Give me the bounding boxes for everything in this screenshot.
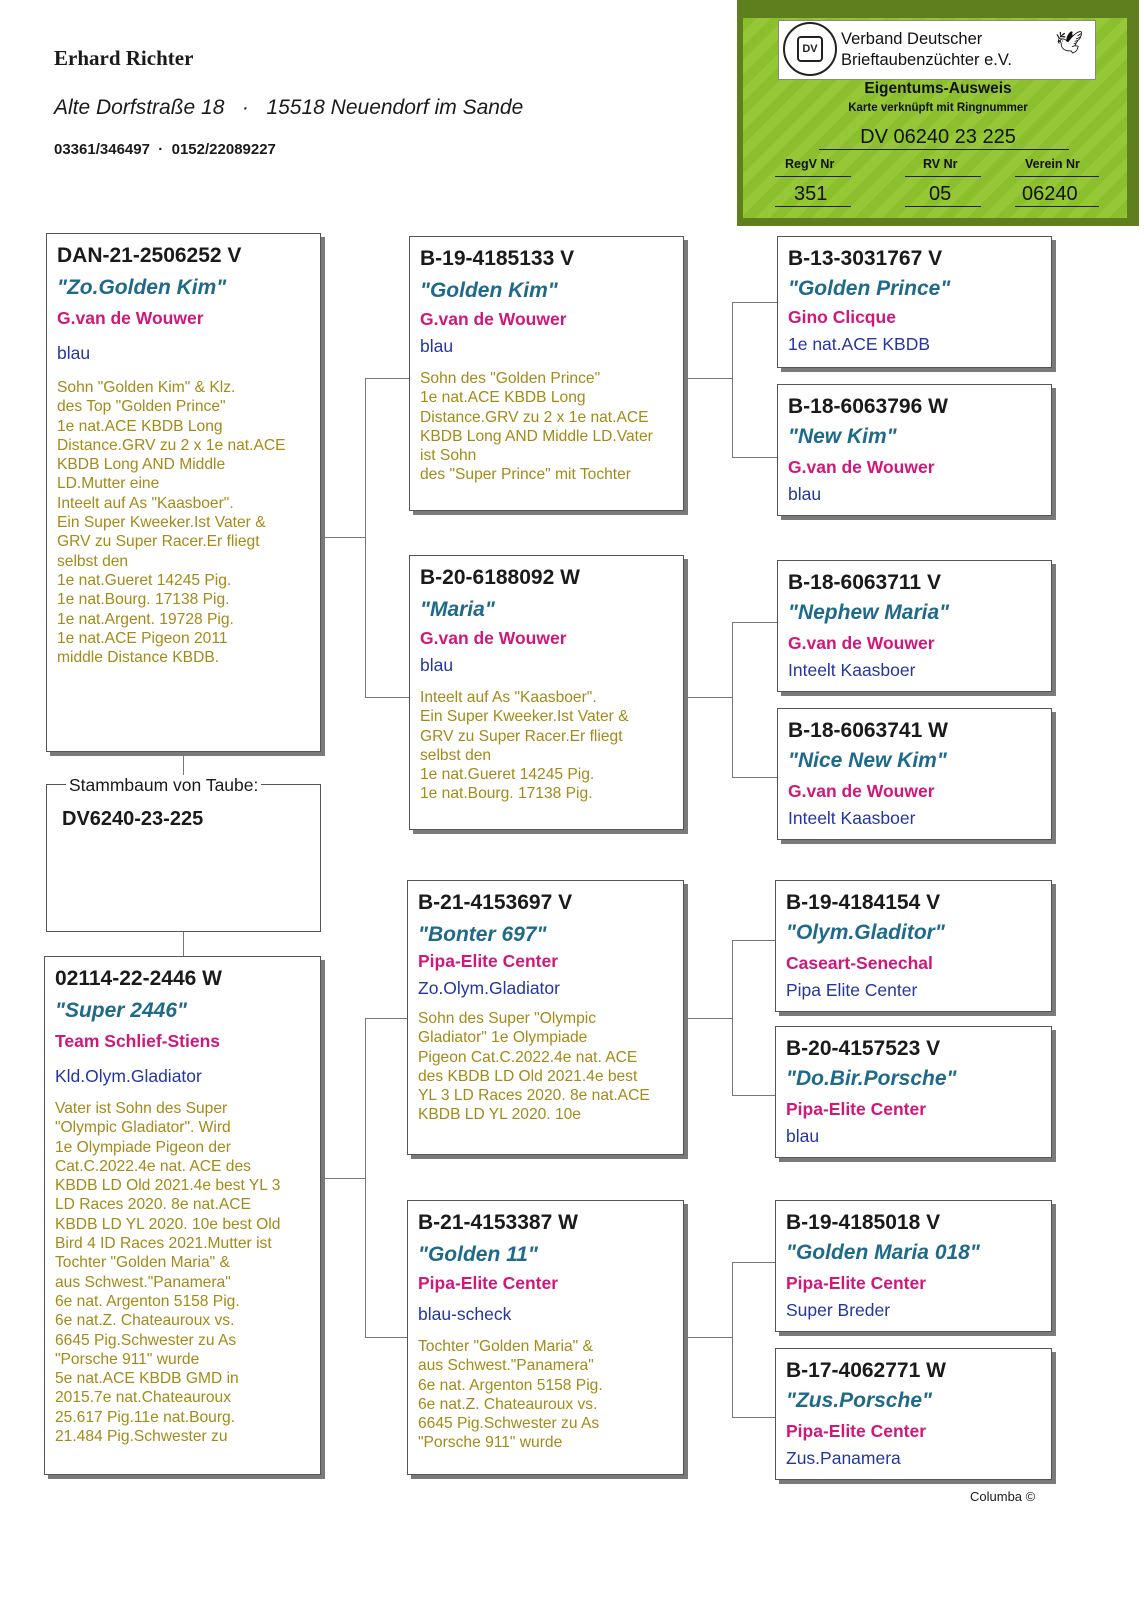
software-credit: Columba © [970, 1489, 1036, 1504]
pigeon-name: "Golden 11" [418, 1243, 538, 1266]
pigeon-name: "Zus.Porsche" [786, 1389, 932, 1412]
connector-line [732, 1417, 777, 1418]
pigeon-color: Kld.Olym.Gladiator [55, 1066, 202, 1086]
pigeon-ring: B-20-6188092 W [420, 566, 580, 589]
label-verein: Verein Nr [1025, 157, 1080, 171]
pigeon-breeder: Caseart-Senechal [786, 953, 933, 973]
certificate-title: Eigentums-Ausweis [864, 80, 1012, 97]
pigeon-color: blau [420, 336, 454, 356]
pigeon-breeder: Pipa-Elite Center [786, 1421, 927, 1441]
pigeon-breeder: Team Schlief-Stiens [55, 1031, 221, 1051]
pigeon-breeder: Pipa-Elite Center [786, 1099, 927, 1119]
divider [905, 176, 981, 177]
dam-card [44, 956, 321, 1475]
grandparent-card [407, 1200, 684, 1475]
owner-name: Erhard Richter [54, 46, 194, 70]
pigeon-color: blau-scheck [418, 1304, 512, 1324]
subject-label: Stammbaum von Taube: [66, 775, 261, 796]
pigeon-ring: DAN-21-2506252 V [57, 244, 242, 267]
great-grandparent-card [777, 236, 1052, 368]
pigeon-breeder: Pipa-Elite Center [418, 1273, 559, 1293]
certificate-subtitle: Karte verknüpft mit Ringnummer [848, 102, 1028, 114]
connector-line [365, 378, 366, 698]
pigeon-color: blau [420, 655, 454, 675]
pigeon-breeder: G.van de Wouwer [788, 633, 935, 653]
connector-line [683, 1018, 733, 1019]
pigeon-description: Tochter "Golden Maria" & aus Schwest."Panamera" 6e nat. Argenton 5158 Pig. 6e nat.Z. Chateauroux vs. 6645 Pig.Schwester zu As "Porsche 911" wurde [418, 1338, 603, 1452]
pigeon-name: "Zo.Golden Kim" [57, 276, 227, 299]
connector-line [732, 302, 733, 458]
value-verein: 06240 [1022, 183, 1078, 205]
pigeon-color: blau [57, 343, 91, 363]
connector-line [365, 1018, 409, 1019]
ownership-certificate [737, 0, 1139, 226]
great-grandparent-card [777, 384, 1052, 516]
sire-card [46, 233, 321, 752]
connector-line [732, 302, 777, 303]
divider [1015, 206, 1099, 207]
owner-phone-1: 03361/346497 [54, 141, 150, 158]
grandparent-card [409, 236, 684, 511]
connector-line [732, 622, 733, 778]
divider [819, 149, 1069, 150]
address-separator: · [241, 96, 249, 119]
logo-monogram: DV [797, 36, 823, 62]
pigeon-color: Zus.Panamera [786, 1448, 901, 1468]
connector-line [732, 1095, 777, 1096]
great-grandparent-card [775, 880, 1052, 1012]
connector-line [365, 1337, 409, 1338]
owner-city: 15518 Neuendorf im Sande [266, 96, 524, 119]
pigeon-name: "Golden Maria 018" [786, 1241, 980, 1264]
value-rv: 05 [929, 183, 952, 205]
certificate-ring-number: DV 06240 23 225 [860, 126, 1016, 148]
pigeon-ring: B-18-6063711 V [788, 571, 941, 594]
divider [1015, 176, 1099, 177]
pigeon-ring: 02114-22-2446 W [55, 967, 222, 990]
pigeon-name: "Bonter 697" [418, 923, 547, 946]
pigeon-ring: B-21-4153697 V [418, 891, 573, 914]
connector-line [732, 622, 777, 623]
pigeon-ring: B-19-4185133 V [420, 247, 575, 270]
pigeon-ring: B-18-6063741 W [788, 719, 948, 742]
pigeon-color: Zo.Olym.Gladiator [418, 978, 560, 998]
pigeon-color: blau [788, 484, 822, 504]
pigeon-description: Vater ist Sohn des Super "Olympic Gladiator". Wird 1e Olympiade Pigeon der Cat.C.2022.4e nat. ACE des KBDB LD Old 2021.4e best YL 3 LD Races 2020. 8e nat.ACE KBDB LD YL 2020. 10e best Old Bird 4 ID Races 2021.Mutter ist Tochter "Golden Maria" & aus Schwest."Panamera" 6e nat. Argenton 5158 Pig. 6e nat.Z. Chateauroux vs. 6645 Pig.Schwester zu As "Porsche 911" wurde 5e nat.ACE KBDB GMD in 2015.7e nat.Chateauroux 25.617 Pig.11e nat.Bourg. 21.484 Pig.Schwester zu [55, 1100, 281, 1446]
owner-address [54, 96, 523, 120]
label-rv: RV Nr [923, 157, 958, 171]
pigeon-ring: B-18-6063796 W [788, 395, 948, 418]
connector-line [320, 537, 366, 538]
pigeon-breeder: Pipa-Elite Center [418, 951, 559, 971]
pigeon-name: "Super 2446" [55, 999, 187, 1022]
grandparent-card [407, 880, 684, 1155]
owner-phone [54, 141, 276, 158]
connector-line [732, 940, 733, 1096]
pigeon-ring: B-17-4062771 W [786, 1359, 946, 1382]
pigeon-ring: B-19-4185018 V [786, 1211, 941, 1234]
phone-separator: · [158, 141, 164, 158]
pigeon-breeder: G.van de Wouwer [57, 308, 204, 328]
great-grandparent-card [777, 708, 1052, 840]
pigeon-description: Sohn "Golden Kim" & Klz. des Top "Golden Prince" 1e nat.ACE KBDB Long Distance.GRV zu 2 x 1e nat.ACE KBDB Long AND Middle LD.Mutter eine Inteelt auf As "Kaasboer". Ein Super Kweeker.Ist Vater & GRV zu Super Racer.Er fliegt selbst den 1e nat.Gueret 14245 Pig. 1e nat.Bourg. 17138 Pig. 1e nat.Argent. 19728 Pig. 1e nat.ACE Pigeon 2011 middle Distance KBDB. [57, 379, 286, 667]
connector-line [732, 457, 777, 458]
connector-line [732, 777, 777, 778]
association-logo-icon [783, 22, 837, 76]
connector-line [732, 1262, 733, 1418]
pigeon-name: "Nice New Kim" [788, 749, 947, 772]
divider [775, 206, 851, 207]
pigeon-color: Inteelt Kaasboer [788, 808, 916, 828]
pigeon-color: Super Breder [786, 1300, 891, 1320]
pigeon-breeder: G.van de Wouwer [420, 309, 567, 329]
subject-box [46, 784, 321, 932]
connector-line [365, 378, 409, 379]
connector-line [732, 940, 777, 941]
connector-line [183, 932, 184, 956]
owner-street: Alte Dorfstraße 18 [54, 96, 225, 119]
pigeon-description: Sohn des "Golden Prince" 1e nat.ACE KBDB Long Distance.GRV zu 2 x 1e nat.ACE KBDB Long AND Middle LD.Vater ist Sohn des "Super Prince" mit Tochter [420, 370, 653, 484]
pigeon-color: blau [786, 1126, 820, 1146]
pigeon-description: Sohn des Super "Olympic Gladiator" 1e Olympiade Pigeon Cat.C.2022.4e nat. ACE des KBDB LD Old 2021.4e best YL 3 LD Races 2020. 8e nat.ACE KBDB LD YL 2020. 10e [418, 1010, 650, 1124]
connector-line [732, 1262, 777, 1263]
pigeon-color: Inteelt Kaasboer [788, 660, 916, 680]
pigeon-color: Pipa Elite Center [786, 980, 918, 1000]
great-grandparent-card [777, 560, 1052, 692]
pigeon-breeder: Gino Clicque [788, 307, 896, 327]
owner-phone-2: 0152/22089227 [171, 141, 276, 158]
great-grandparent-card [775, 1200, 1052, 1332]
pigeon-ring: B-13-3031767 V [788, 247, 943, 270]
pigeon-name: "Maria" [420, 598, 495, 621]
connector-line [365, 697, 409, 698]
label-regv: RegV Nr [785, 157, 835, 171]
great-grandparent-card [775, 1348, 1052, 1480]
pigeon-breeder: G.van de Wouwer [788, 781, 935, 801]
pigeon-name: "New Kim" [788, 425, 897, 448]
divider [905, 206, 981, 207]
pigeon-breeder: Pipa-Elite Center [786, 1273, 927, 1293]
pigeon-name: "Olym.Gladitor" [786, 921, 945, 944]
connector-line [683, 1337, 733, 1338]
connector-line [365, 1018, 366, 1338]
pigeon-icon: 🕊 [1055, 30, 1083, 55]
pigeon-name: "Golden Kim" [420, 279, 558, 302]
connector-line [683, 697, 733, 698]
pigeon-color: 1e nat.ACE KBDB [788, 334, 931, 354]
pigeon-ring: B-19-4184154 V [786, 891, 941, 914]
pigeon-description: Inteelt auf As "Kaasboer". Ein Super Kweeker.Ist Vater & GRV zu Super Racer.Er fliegt selbst den 1e nat.Gueret 14245 Pig. 1e nat.Bourg. 17138 Pig. [420, 689, 629, 803]
grandparent-card [409, 555, 684, 830]
pigeon-ring: B-20-4157523 V [786, 1037, 941, 1060]
connector-line [683, 378, 733, 379]
pigeon-breeder: G.van de Wouwer [788, 457, 935, 477]
association-name-line2: Brieftaubenzüchter e.V. [841, 51, 1012, 69]
connector-line [321, 1178, 366, 1179]
association-name-line1: Verband Deutscher [841, 30, 983, 48]
pigeon-name: "Do.Bir.Porsche" [786, 1067, 957, 1090]
great-grandparent-card [775, 1026, 1052, 1158]
pigeon-name: "Nephew Maria" [788, 601, 950, 624]
pigeon-ring: B-21-4153387 W [418, 1211, 578, 1234]
subject-ring: DV6240-23-225 [62, 808, 204, 830]
pigeon-breeder: G.van de Wouwer [420, 628, 567, 648]
value-regv: 351 [794, 183, 828, 205]
pigeon-name: "Golden Prince" [788, 277, 951, 300]
divider [775, 176, 851, 177]
